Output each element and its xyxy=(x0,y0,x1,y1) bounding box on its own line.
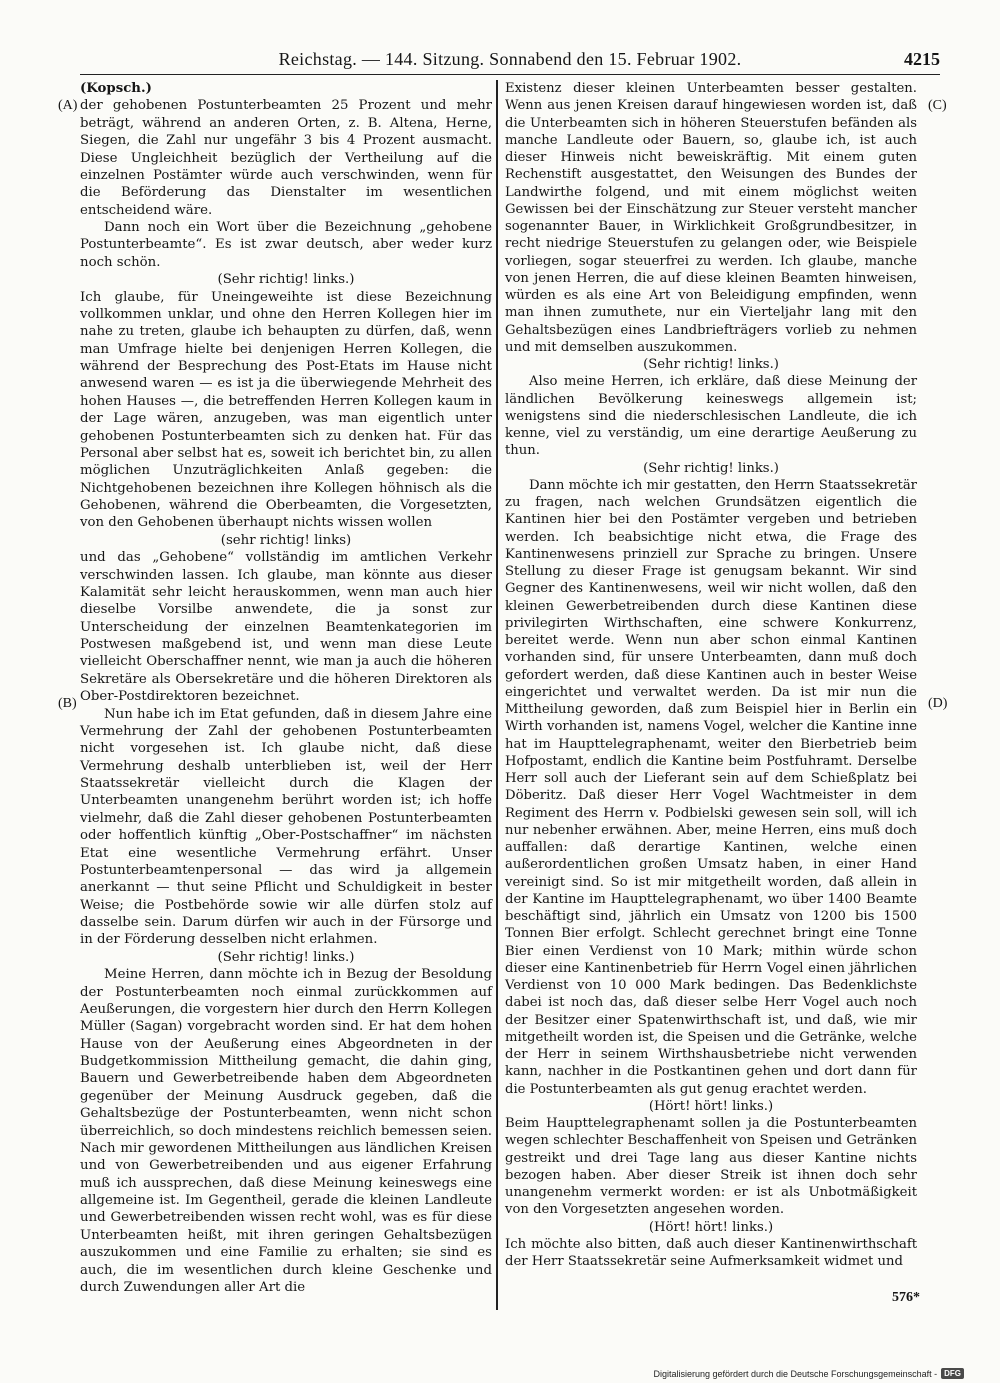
page-number: 4215 xyxy=(904,49,940,69)
interjection: (Sehr richtig! links.) xyxy=(217,272,355,288)
interjection: (Sehr richtig! links.) xyxy=(643,357,779,372)
interjection: (sehr richtig! links) xyxy=(220,532,352,548)
signature-mark: 576* xyxy=(892,1290,920,1305)
credit-text: Digitalisierung gefördert durch die Deutsche Forschungsgemeinschaft - xyxy=(653,1368,938,1379)
paragraph: Dann möchte ich mir gestatten, den Herrn Staatssekretär zu fragen, nach welchen Grundsätzen eigentlich die Kantinen hier bei den Postämter vergeben und betrieben werden. Ich beabsichtige nicht etwa, die Frage des Kantinenwesens prinziell zur Sprache zu bringen. Unsere Stellung zu dieser Frage ist genugsam bekannt. Wir sind Gegner des Kantinenwesens, weil wir nicht wollen, daß den kleinen Gewerbetreibenden durch diese Kantinen diese privilegirten Wirthschaften, eine schwere Konkurrenz, bereitet werde. Wenn nun aber schon einmal Kantinen vorhanden sind, für unsere Unterbeamten, dann muß doch gefordert werden, daß diese Kantinen auch in bester Weise eingerichtet und verwaltet werden. Da ist mir nun die Mittheilung geworden, daß zum Beispiel hier in Berlin ein Wirth vorhanden ist, namens Vogel, welcher die Kantine inne hat im Haupttelegraphenamt, weiter den Bierbetrieb beim Hofpostamt, endlich die Kantine beim Postfuhramt. Derselbe Herr soll auch der Lieferant sein auf dem Schießplatz bei Döberitz. Daß dieser Herr Vogel Wachtmeister in dem Regiment des Herrn v. Podbielski gewesen sein soll, will ich nur nebenher erwähnen. Aber, meine Herren, eins muß doch auffallen: daß derartige Kantinen, welche einen außerordentlichen großen Umsatz haben, in einer Hand vereinigt sind. So ist mir mitgetheilt worden, daß allein in der Kantine im Haupttelegraphenamt, wo über 1400 Beamte beschäftigt sind, jährlich ein Umsatz von 1200 bis 1500 Tonnen Bier erfolgt. Schlecht gerechnet bringt eine Tonne Bier einen Verdienst von 10 Mark; mithin würde schon dieser eine Kantinenbetrieb für Herrn Vogel einen jährlichen Verdienst von 10 000 Mark bedingen. Das Bedenklichste dabei ist noch das, daß dieser selbe Herr Vogel auch noch der Besitzer einer Spatenwirthschaft ist, und daß, wie mir mitgetheilt worden ist, die Speisen und die Getränke, welche der Herr in seinem Wirthshausbetriebe nicht verwenden kann, nachher in die Postkantinen gehen und dort dann für die Postunterbeamten als gut genug erachtet werden. xyxy=(505,477,917,1097)
interjection: (Hört! hört! links.) xyxy=(648,1098,774,1114)
interjection: (Sehr richtig! links.) xyxy=(217,949,355,965)
paragraph: Ich möchte also bitten, daß auch dieser Kantinenwirthschaft der Herr Staatssekretär seine Aufmerksamkeit widmet und xyxy=(505,1236,917,1269)
margin-mark-c: (C) xyxy=(928,98,947,113)
paragraph: Existenz dieser kleinen Unterbeamten besser gestalten. Wenn aus jenen Kreisen darauf hingewiesen worden ist, daß die Unterbeamten sich in höheren Steuerstufen befänden als manche Landleute oder Bauern, so, glaube ich, ist auch dieser Hinweis nicht beweiskräftig. Mit einem guten Rechenstift ausgestattet, den Weisungen des Bundes der Landwirthe folgend, und mit einem möglichst weiten Gewissen bei der Einschätzung zur Steuer versteht mancher sogenannter Bauer, in Wirklichkeit Großgrundbesitzer, in recht niedrige Steuerstufen zu gelangen oder, wie Beispiele vorliegen, sogar steuerfrei zu werden. Ich glaube, manche von jenen Herren, die auf diese kleinen Beamten hinweisen, würden es als eine Art von Beleidigung empfinden, wenn man ihnen zumuthete, nur ein Vierteljahr lang mit den Gehaltsbezügen eines Landbriefträgers vorlieb zu nehmen und mit demselben auszukommen. xyxy=(505,81,917,355)
paragraph: und das „Gehobene“ vollständig im amtlichen Verkehr verschwinden lassen. Ich glaube, man könnte aus dieser Kalamität sehr leicht herauskommen, wenn man auch hier dieselbe Vorsilbe anwendete, die ja sonst zur Unterscheidung der einzelnen Beamtenkategorien im Postwesen maßgebend ist, und wenn man diese Leute vielleicht Oberschaffner nennt, wie man ja auch die höheren Sekretäre als Obersekretäre und die höheren Direktoren als Ober-Postdirektoren bezeichnet. xyxy=(80,550,492,705)
dfg-logo-icon: DFG xyxy=(941,1368,964,1379)
paragraph: Dann noch ein Wort über die Bezeichnung „gehobene Postunterbeamte“. Es ist zwar deutsch, aber weder kurz noch schön. xyxy=(80,220,492,270)
paragraph: Ich glaube, für Uneingeweihte ist diese Bezeichnung vollkommen unklar, und ohne den Herren Kollegen hier im nahe zu treten, glaube ich behaupten zu dürfen, daß, wenn man Umfrage hielte bei denjenigen Herren Kollegen, die während der Besprechung des Post-Etats im Hause nicht anwesend waren — es ist ja die überwiegende Mehrheit des hohen Hauses —, die betreffenden Herren Kollegen kaum in der Lage wären, anzugeben, was man eigentlich unter gehobenen Postunterbeamten sich zu denken hat. Für das Personal aber selbst hat es, soweit ich berichtet bin, zu allen möglichen Unzuträglichkeiten Anlaß gegeben: die Nichtgehobenen bezeichnen ihre Kollegen höhnisch als die Gehobenen, während die Oberbeamten, die Vorgesetzten, von den Gehobenen überhaupt nichts wissen wollen xyxy=(80,289,492,531)
margin-mark-a: (A) xyxy=(58,98,78,113)
header-title: Reichstag. — 144. Sitzung. Sonnabend den 15. Februar 1902. xyxy=(278,49,742,69)
interjection: (Sehr richtig! links.) xyxy=(643,460,779,476)
margin-mark-d: (D) xyxy=(928,696,948,711)
paragraph: Beim Haupttelegraphenamt sollen ja die Postunterbeamten wegen schlechter Beschaffenheit von Speisen und Getränken gestreikt und drei Tage lang aus dieser Kantine nichts bezogen haben. Aber dieser Streik ist ihnen doch sehr unangenehm vermerkt worden: er ist als Unbotmäßigkeit von den Vorgesetzten angesehen worden. xyxy=(505,1116,917,1218)
margin-mark-b: (B) xyxy=(58,696,77,711)
left-column xyxy=(80,80,492,1296)
right-column xyxy=(505,80,917,1270)
digitization-credit xyxy=(653,1368,964,1379)
paragraph: Nun habe ich im Etat gefunden, daß in diesem Jahre eine Vermehrung der Zahl der gehobenen Postunterbeamten nicht vorgesehen ist. Ich glaube nicht, daß diese Vermehrung deshalb unterblieben ist, weil der Herr Staatssekretär vielleicht durch die Klagen der Unterbeamten unangenehm berührt worden ist; ich hoffe vielmehr, daß die Zahl dieser gehobenen Postunterbeamten oder hoffentlich künftig „Ober-Postschaffner“ im nächsten Etat eine wesentliche Vermehrung erfährt. Unser Postunterbeamtenpersonal — das wird ja allgemein anerkannt — thut seine Pflicht und Schuldigkeit in bester Weise; die Postbehörde sowie wir alle dürfen stolz auf dasselbe sein. Darum dürfen wir auch in der Fürsorge und in der Förderung desselben nicht erlahmen. xyxy=(80,706,492,948)
column-divider xyxy=(496,80,498,1310)
interjection: (Hört! hört! links.) xyxy=(648,1219,774,1235)
paragraph: der gehobenen Postunterbeamten 25 Prozent und mehr beträgt, während an anderen Orten, z. B. Altena, Herne, Siegen, die Zahl nur ungefähr 3 bis 4 Prozent ausmacht. Diese Ungleichheit bezüglich der Vertheilung auf die einzelnen Postämter würde auch verschwinden, wenn für die Beförderung das Dienstalter im wesentlichen entscheidend wäre. xyxy=(80,98,492,218)
paragraph: Also meine Herren, ich erkläre, daß diese Meinung der ländlichen Bevölkerung keineswegs allgemein ist; wenigstens sind die niederschlesischen Landleute, die ich kenne, viel zu verständig, um eine derartige Aeußerung zu thun. xyxy=(505,374,917,459)
speaker-name: (Kopsch.) xyxy=(80,81,152,96)
paragraph: Meine Herren, dann möchte ich in Bezug der Besoldung der Postunterbeamten noch einmal zurückkommen auf Aeußerungen, die vorgestern hier durch den Herrn Kollegen Müller (Sagan) vorgebracht worden sind. Er hat dem hohen Hause von der Aeußerung eines Abgeordneten in der Budgetkommission Mittheilung gemacht, die dahin ging, Bauern und Gewerbetreibende haben dem Abgeordneten gegenüber der Meinung Ausdruck gegeben, daß die Gehaltsbezüge der Postunterbeamten, wenn nicht schon überreichlich, so doch mindestens reichlich bemessen seien. Nach mir gewordenen Mittheilungen aus ländlichen Kreisen und von Gewerbetreibenden und aus eigener Erfahrung muß ich aussprechen, daß diese Meinung keineswegs eine allgemeine ist. Im Gegentheil, gerade die kleinen Landleute und Gewerbetreibenden wissen recht wohl, was es für diese Unterbeamten heißt, mit ihren geringen Gehaltsbezügen auszukommen und eine Familie zu erhalten; sie sind es auch, die im wesentlichen durch kleine Geschenke und durch Zuwendungen aller Art die xyxy=(80,967,492,1295)
page-header xyxy=(80,46,940,75)
